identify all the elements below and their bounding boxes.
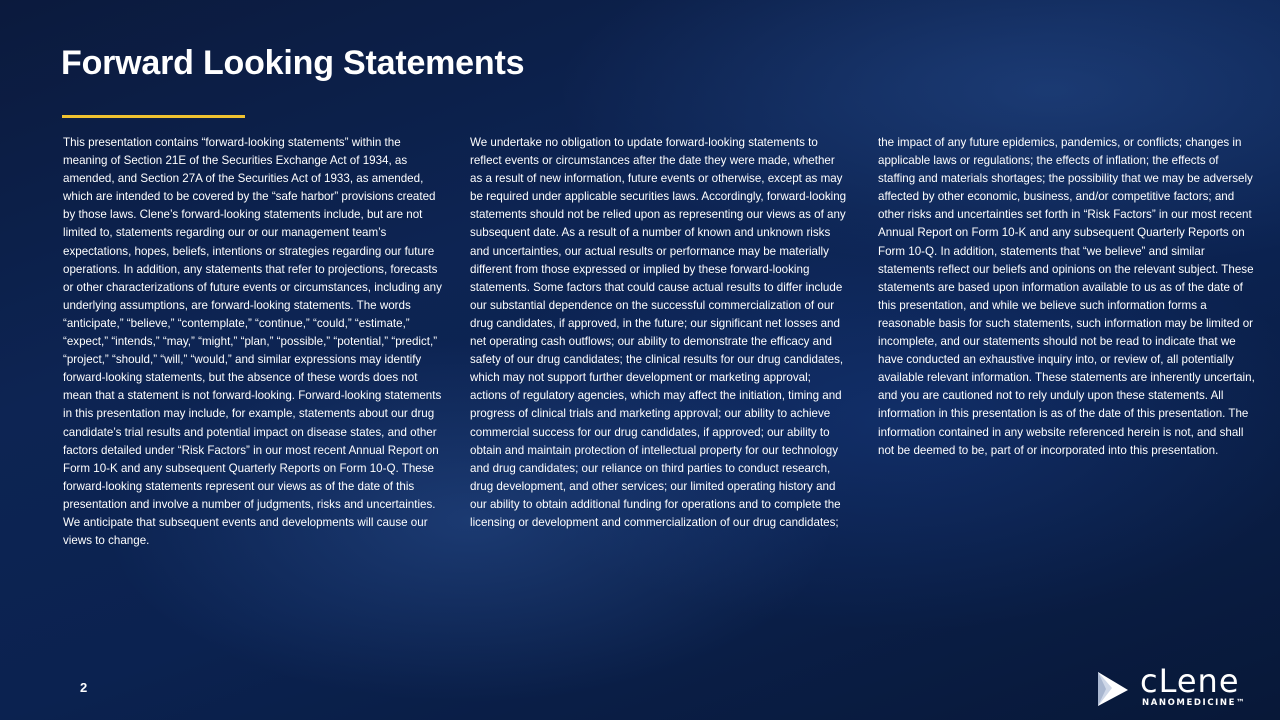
clene-sail-logo-icon: [1092, 668, 1132, 708]
title-underline: [62, 115, 245, 118]
disclaimer-column-1: This presentation contains “forward-looking statements” within the meaning of Section 21E of the Securities Exchange Act of 1934, as amended, and Section 27A of the Securities Act of 1933, as amended, which are intended to be covered by the “safe harbor” provisions created by those laws. Clene’s forward-looking statements include, but are not limited to, statements regarding our or our management team’s expectations, hopes, beliefs, intentions or strategies regarding our future operations. In addition, any statements that refer to projections, forecasts or other characterizations of future events or circumstances, including any underlying assumptions, are forward-looking statements. The words “anticipate,” “believe,” “contemplate,” “continue,” “could,” “estimate,” “expect,” “intends,” “may,” “might,” “plan,” “possible,” “potential,” “predict,” “project,” “should,” “will,” “would,” and similar expressions may identify forward-looking statements, but the absence of these words does not mean that a statement is not forward-looking. Forward-looking statements in this presentation may include, for example, statements about our drug candidate’s trial results and potential impact on disease states, and other factors detailed under “Risk Factors” in our most recent Annual Report on Form 10-K and any subsequent Quarterly Reports on Form 10-Q. These forward-looking statements represent our views as of the date of this presentation and involve a number of judgments, risks and uncertainties. We anticipate that subsequent events and developments will cause our views to change.: [63, 136, 442, 548]
logo-subtitle: NANOMEDICINE™: [1142, 698, 1247, 708]
disclaimer-column-3: the impact of any future epidemics, pandemics, or conflicts; changes in applicable laws or regulations; the effects of inflation; the effects of staffing and materials shortages; the possibility that we may be adversely affected by other economic, business, and/or competitive factors; and other risks and uncertainties set forth in “Risk Factors” in our most recent Annual Report on Form 10-K and any subsequent Quarterly Reports on Form 10-Q. In addition, statements that “we believe” and similar statements reflect our beliefs and opinions on the relevant subject. These statements are based upon information available to us as of the date of this presentation, and while we believe such information forms a reasonable basis for such statements, such information may be limited or incomplete, and our statements should not be read to indicate that we have conducted an exhaustive inquiry into, or review of, all potentially available relevant information. These statements are inherently uncertain, and you are cautioned not to rely unduly upon these statements. All information in this presentation is as of the date of this presentation. The information contained in any website referenced herein is not, and shall not be deemed to be, part of or incorporated into this presentation.: [878, 136, 1255, 457]
disclaimer-column-2: We undertake no obligation to update forward-looking statements to reflect events or circumstances after the date they were made, whether as a result of new information, future events or otherwise, except as may be required under applicable securities laws. Accordingly, forward-looking statements should not be relied upon as representing our views as of any subsequent date. As a result of a number of known and unknown risks and uncertainties, our actual results or performance may be materially different from those expressed or implied by these forward-looking statements. Some factors that could cause actual results to differ include our substantial dependence on the successful commercialization of our drug candidates, if approved, in the future; our significant net losses and net operating cash outflows; our ability to demonstrate the efficacy and safety of our drug candidates; the clinical results for our drug candidates, which may not support further development or marketing approval; actions of regulatory agencies, which may affect the initiation, timing and progress of clinical trials and marketing approval; our ability to achieve commercial success for our drug candidates, if approved; our ability to obtain and maintain protection of intellectual property for our technology and drug candidates; our reliance on third parties to conduct research, drug development, and other services; our limited operating history and our ability to obtain additional funding for operations and to complete the licensing or development and commercialization of our drug candidates;: [470, 136, 847, 529]
company-logo: [1092, 662, 1252, 712]
logo-wordmark: cLene: [1140, 662, 1240, 700]
page-title: Forward Looking Statements: [61, 44, 525, 82]
page-number: 2: [80, 680, 88, 695]
